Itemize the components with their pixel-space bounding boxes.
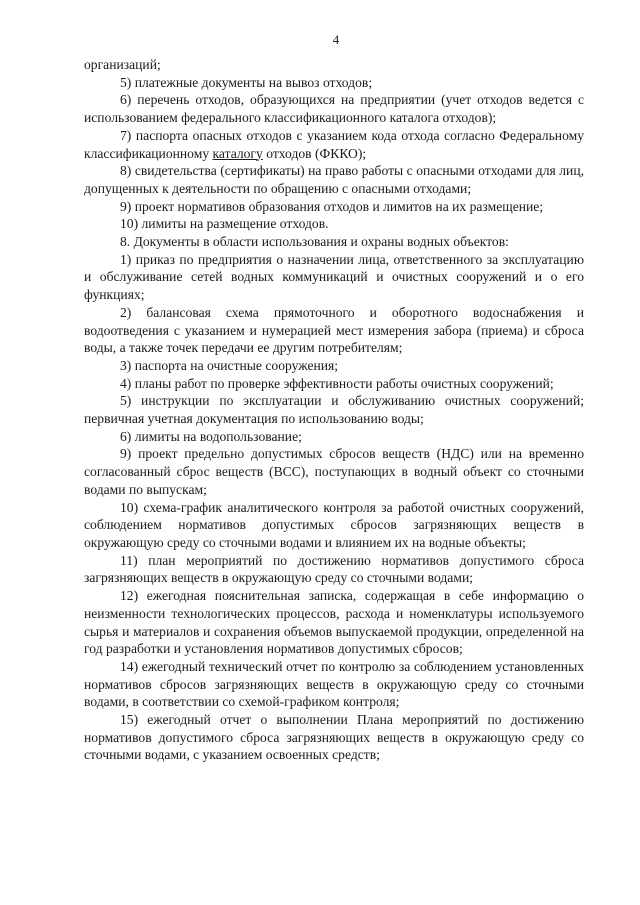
section-heading: 8. Документы в области использования и охраны водных объектов: (120, 234, 509, 250)
paragraph: 5) платежные документы на вывоз отходов; (120, 74, 373, 90)
paragraph: 4) планы работ по проверке эффективности работы очистных сооружений; (120, 375, 554, 391)
paragraph: 6) перечень отходов, образующихся на предприятии (учет отходов ведется с использованием федерального классификационного каталога отходов); (84, 92, 584, 126)
paragraph: 10) схема-график аналитического контроля за работой очистных сооружений, соблюдением нормативов допустимых сбросов загрязняющих веществ в окружающую среду со сточными водами и влиянием их на водные объекты; (84, 499, 584, 550)
paragraph: 15) ежегодный отчет о выполнении Плана мероприятий по достижению нормативов допустимого сброса загрязняющих веществ в окружающую среду со сточными водами, с указанием освоенных средств; (84, 712, 584, 763)
paragraph: 8) свидетельства (сертификаты) на право работы с опасными отходами для лиц, допущенных к деятельности по обращению с опасными отходами; (84, 163, 584, 196)
document-body (84, 56, 584, 764)
paragraph: 10) лимиты на размещение отходов. (120, 216, 329, 232)
paragraph: 2) балансовая схема прямоточного и оборотного водоснабжения и водоотведения с указанием и нумерацией мест измерения забора (приема) и сброса воды, а также точек передачи ее другим потребителям; (84, 304, 584, 356)
paragraph: 9) проект нормативов образования отходов и лимитов на их размещение; (120, 198, 544, 214)
item7-text-start: 7) паспорта опасных отходов с указанием кода отхода согласно Федеральному классификационному (84, 127, 584, 161)
paragraph: 5) инструкции по эксплуатации и обслуживанию очистных сооружений; первичная учетная документация по использованию воды; (84, 393, 584, 427)
paragraph: 3) паспорта на очистные сооружения; (120, 357, 339, 373)
paragraph: 12) ежегодная пояснительная записка, содержащая в себе информацию о неизменности технологических процессов, расхода и номенклатуры используемого сырья и материалов и сохранения объемов выпускаемой продукции, определенной на год разработки и установления нормативов допустимых сбросов; (84, 588, 584, 657)
item7-text-end: отходов (ФККО); (262, 145, 367, 161)
paragraph: организаций; (84, 57, 161, 72)
paragraph: 14) ежегодный технический отчет по контролю за соблюдением установленных нормативов сбросов загрязняющих веществ в окружающую среду со сточными водами, в соответствии со схемой-графиком контроля; (84, 658, 584, 710)
paragraph: 9) проект предельно допустимых сбросов веществ (НДС) или на временно согласованный сброс веществ (ВСС), поступающих в водный объект со сточными водами по выпускам; (84, 446, 584, 497)
paragraph: 1) приказ по предприятия о назначении лица, ответственного за эксплуатацию и обслуживание сетей водных коммуникаций и очистных сооружений и о его функциях; (84, 251, 584, 303)
paragraph-item-7 (84, 127, 584, 162)
paragraph: 11) план мероприятий по достижению нормативов допустимого сброса загрязняющих веществ в окружающую среду со сточными водами; (84, 552, 584, 586)
underlined-word: каталогу (212, 145, 263, 161)
paragraph: 6) лимиты на водопользование; (120, 428, 302, 444)
page-number: 4 (332, 32, 340, 47)
